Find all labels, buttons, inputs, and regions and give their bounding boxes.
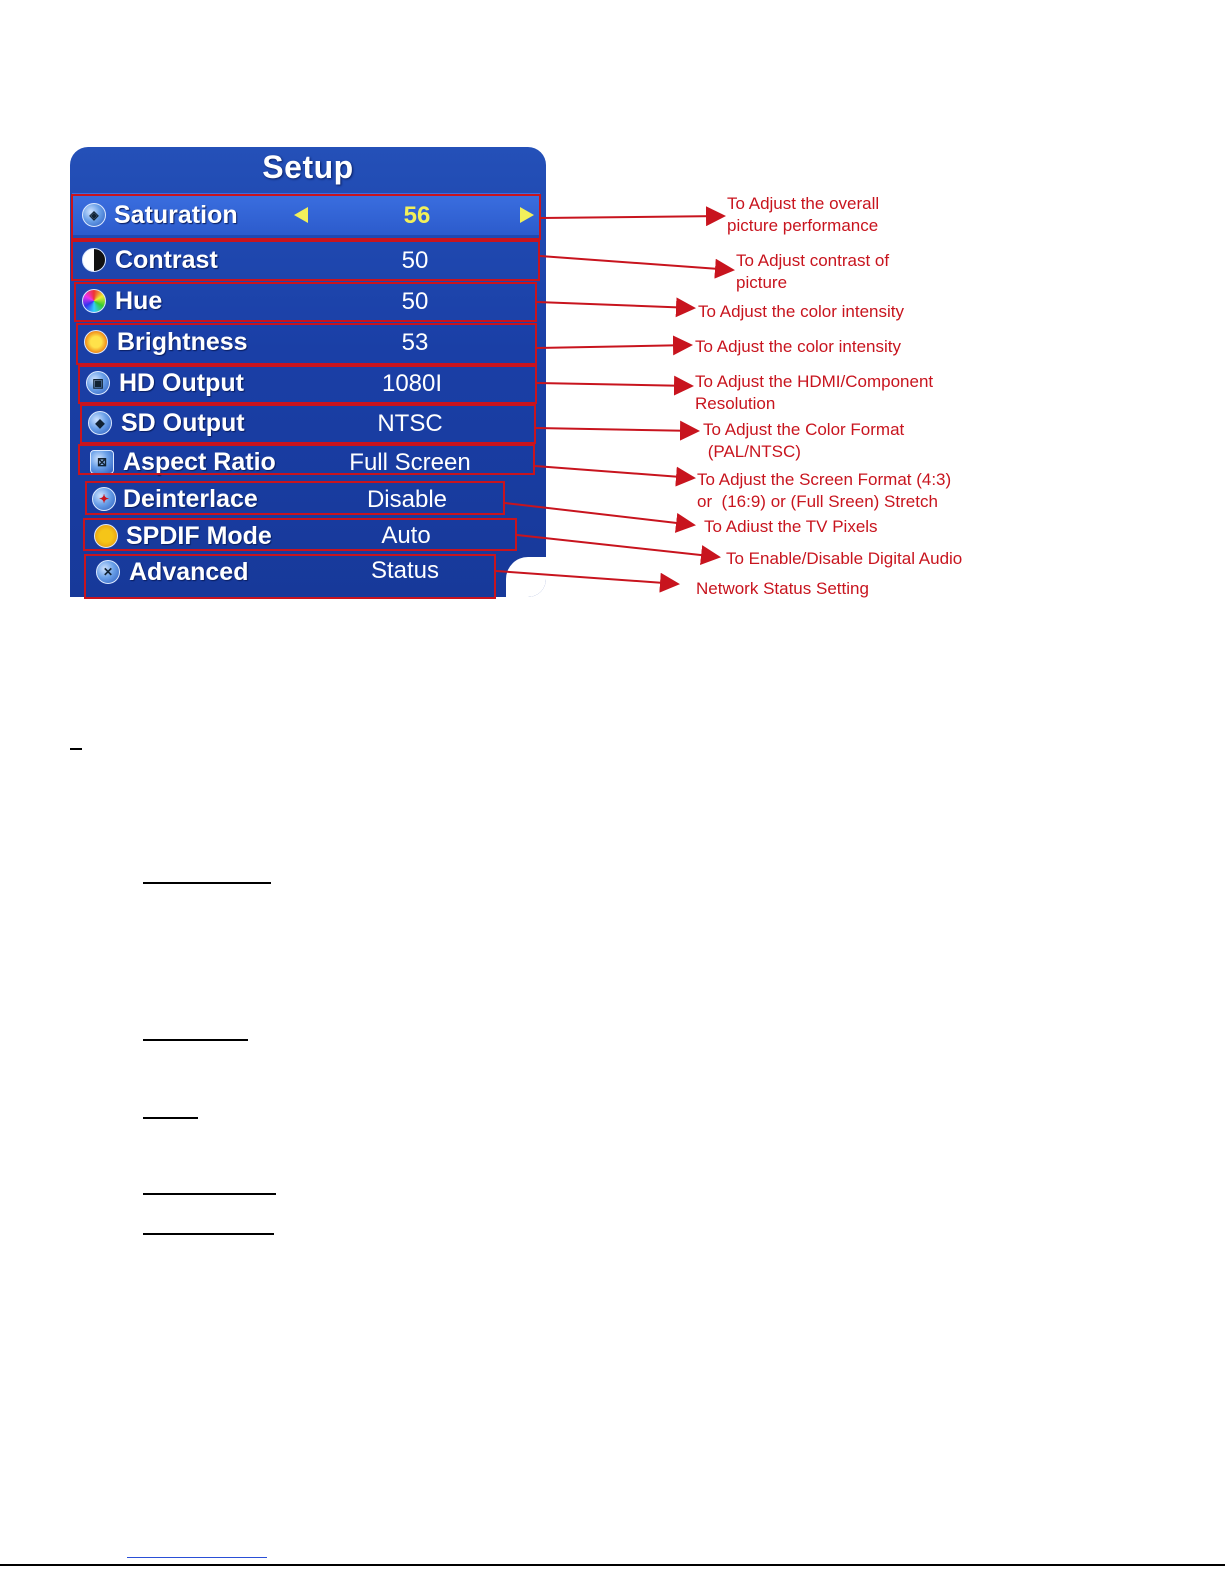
row-label: Advanced (129, 558, 249, 586)
row-value: 1080I (381, 370, 443, 397)
callout-advanced: Network Status Setting (696, 579, 869, 598)
wrench-icon: ✕ (96, 560, 120, 584)
hd-output-icon: ▣ (86, 371, 110, 395)
section-underline (143, 1193, 276, 1195)
section-underline (143, 1233, 274, 1235)
aspect-ratio-icon: ⊠ (90, 450, 114, 474)
row-value: Status (370, 557, 440, 584)
row-value: 50 (401, 288, 429, 315)
row-label: Aspect Ratio (123, 448, 276, 476)
row-value: NTSC (377, 410, 443, 437)
arrow-deinterlace (505, 503, 694, 525)
section-underline (143, 882, 271, 884)
row-label: SD Output (121, 409, 245, 437)
callout-sd-output: To Adjust the Color Format (PAL/NTSC) (703, 420, 905, 461)
row-value: Auto (381, 522, 431, 549)
row-value: 50 (401, 247, 429, 274)
callout-brightness: To Adjust the color intensity (695, 337, 902, 356)
callout-arrows (0, 0, 1225, 640)
row-value: Full Screen (349, 449, 471, 476)
arrow-saturation (541, 216, 724, 218)
row-label: HD Output (119, 369, 244, 397)
arrow-advanced (496, 571, 678, 584)
sd-output-icon: ◆ (88, 411, 112, 435)
arrow-hd-output (537, 383, 692, 386)
row-value: 56 (403, 202, 431, 229)
callout-hue: To Adjust the color intensity (698, 302, 905, 321)
row-label: Hue (115, 287, 163, 315)
arrow-sd-output (536, 428, 698, 431)
arrow-aspect-ratio (535, 466, 694, 478)
callout-hd-output: To Adjust the HDMI/Component Resolution (695, 372, 934, 413)
row-label: SPDIF Mode (126, 522, 272, 550)
row-label: Deinterlace (123, 485, 258, 513)
arrow-hue (537, 302, 694, 308)
arrow-spdif-mode (517, 535, 719, 557)
row-label: Contrast (115, 246, 218, 274)
row-value: 53 (401, 329, 429, 356)
callout-aspect-ratio: To Adjust the Screen Format (4:3) or (16:9) or (Full Sreen) Stretch (697, 470, 952, 511)
arrow-brightness (537, 345, 691, 348)
arrow-contrast (540, 256, 733, 270)
row-label: Saturation (114, 201, 238, 229)
row-label: Brightness (117, 328, 248, 356)
heading-underline (70, 748, 82, 750)
row-value: Disable (366, 486, 448, 513)
saturation-icon: ◈ (82, 203, 106, 227)
deinterlace-icon: ✦ (92, 487, 116, 511)
callout-contrast: To Adjust contrast of picture (736, 251, 890, 292)
setup-title: Setup (262, 149, 354, 185)
callout-saturation: To Adjust the overall picture performance (727, 194, 880, 235)
footer-link[interactable] (127, 1557, 267, 1558)
callout-spdif-mode: To Enable/Disable Digital Audio (726, 549, 963, 568)
callout-deinterlace: To Adiust the TV Pixels (704, 517, 878, 536)
section-underline (143, 1039, 248, 1041)
footer-divider (0, 1564, 1225, 1566)
section-underline (143, 1117, 198, 1119)
